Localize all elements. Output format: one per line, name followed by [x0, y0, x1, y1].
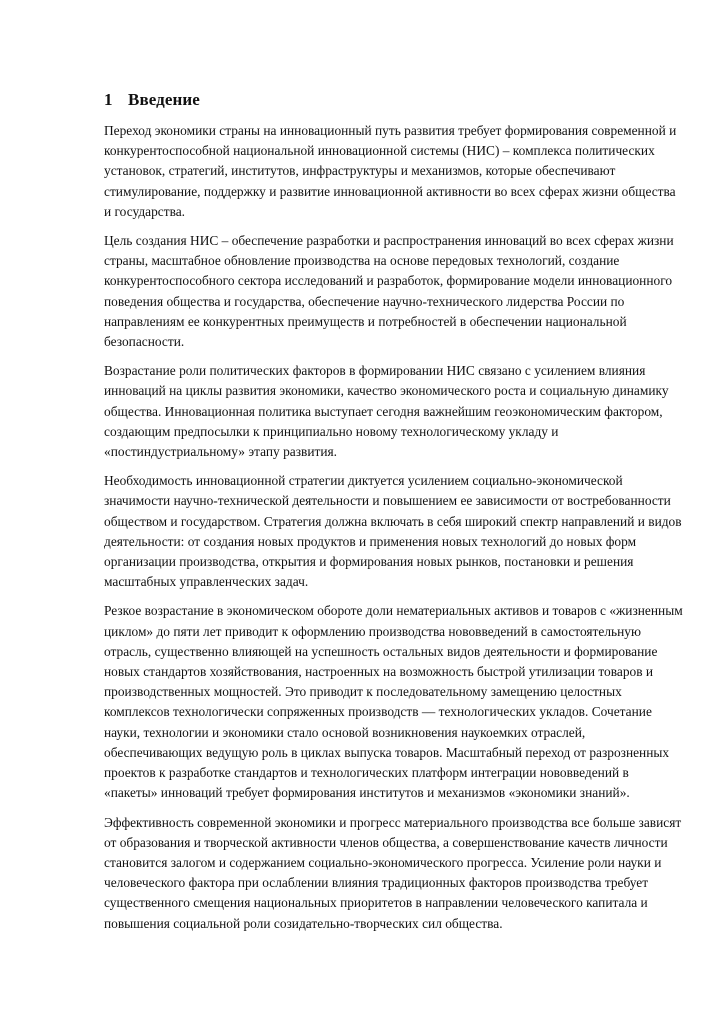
section-heading [104, 86, 684, 114]
paragraph-1: Переход экономики страны на инновационный путь развития требует формирования современной и конкурентоспособной национальной инновационной системы (НИС) – комплекса политических установок, стратегий, институтов, инфраструктуры и механизмов, которые обеспечивают стимулирование, поддержку и развитие инновационной активности во всех сферах жизни общества и государства. [104, 123, 677, 219]
section-title: Введение [128, 90, 200, 109]
paragraph-2: Цель создания НИС – обеспечение разработки и распространения инноваций во всех сферах жизни страны, масштабное обновление производства на основе передовых технологий, создание конкурентоспособного сектора исследований и разработок, формирование модели инновационного поведения общества и государства, обеспечение научно-технического лидерства России по направлениям ее конкурентных преимуществ и потребностей в обеспечении национальной безопасности. [104, 233, 674, 350]
paragraph-4: Необходимость инновационной стратегии диктуется усилением социально-экономической значимости научно-технической деятельности и повышением ее зависимости от востребованности обществом и государством. Стратегия должна включать в себя широкий спектр направлений и видов деятельности: от создания новых продуктов и применения новых технологий до новых форм организации производства, открытия и формирования новых рынков, постановки и решения масштабных управленческих задач. [104, 473, 682, 590]
paragraph-5: Резкое возрастание в экономическом обороте доли нематериальных активов и товаров с «жизненным циклом» до пяти лет приводит к оформлению производства нововведений в самостоятельную отрасль, существенно влияющей на успешность остальных видов деятельности и формирование новых стандартов хозяйствования, настроенных на возможность быстрой утилизации товаров и производственных мощностей. Это приводит к последовательному замещению целостных комплексов технологически сопряженных производств — технологических укладов. Сочетание науки, технологии и экономики стало основой возникновения наукоемких отраслей, обеспечивающих ведущую роль в циклах выпуска товаров. Масштабный переход от разрозненных проектов к разработке стандартов и технологических платформ интеграции нововведений в «пакеты» инноваций требует формирования институтов и механизмов «экономики знаний». [104, 603, 683, 801]
section-number: 1 [104, 90, 113, 109]
paragraph-6: Эффективность современной экономики и прогресс материального производства все больше зависят от образования и творческой активности членов общества, а совершенствование качеств личности становится залогом и содержанием социально-экономического прогресса. Усиление роли науки и человеческого фактора при ослаблении влияния традиционных факторов производства требует существенного смещения национальных приоритетов в направлении человеческого капитала и повышения социальной роли созидательно-творческих сил общества. [104, 814, 682, 931]
page-content [104, 86, 684, 943]
paragraph-3: Возрастание роли политических факторов в формировании НИС связано с усилением влияния инноваций на циклы развития экономики, качество экономического роста и социальную динамику общества. Инновационная политика выступает сегодня важнейшим геоэкономическим фактором, создающим предпосылки к принципиально новому технологическому укладу и «постиндустриальному» этапу развития. [104, 363, 669, 460]
